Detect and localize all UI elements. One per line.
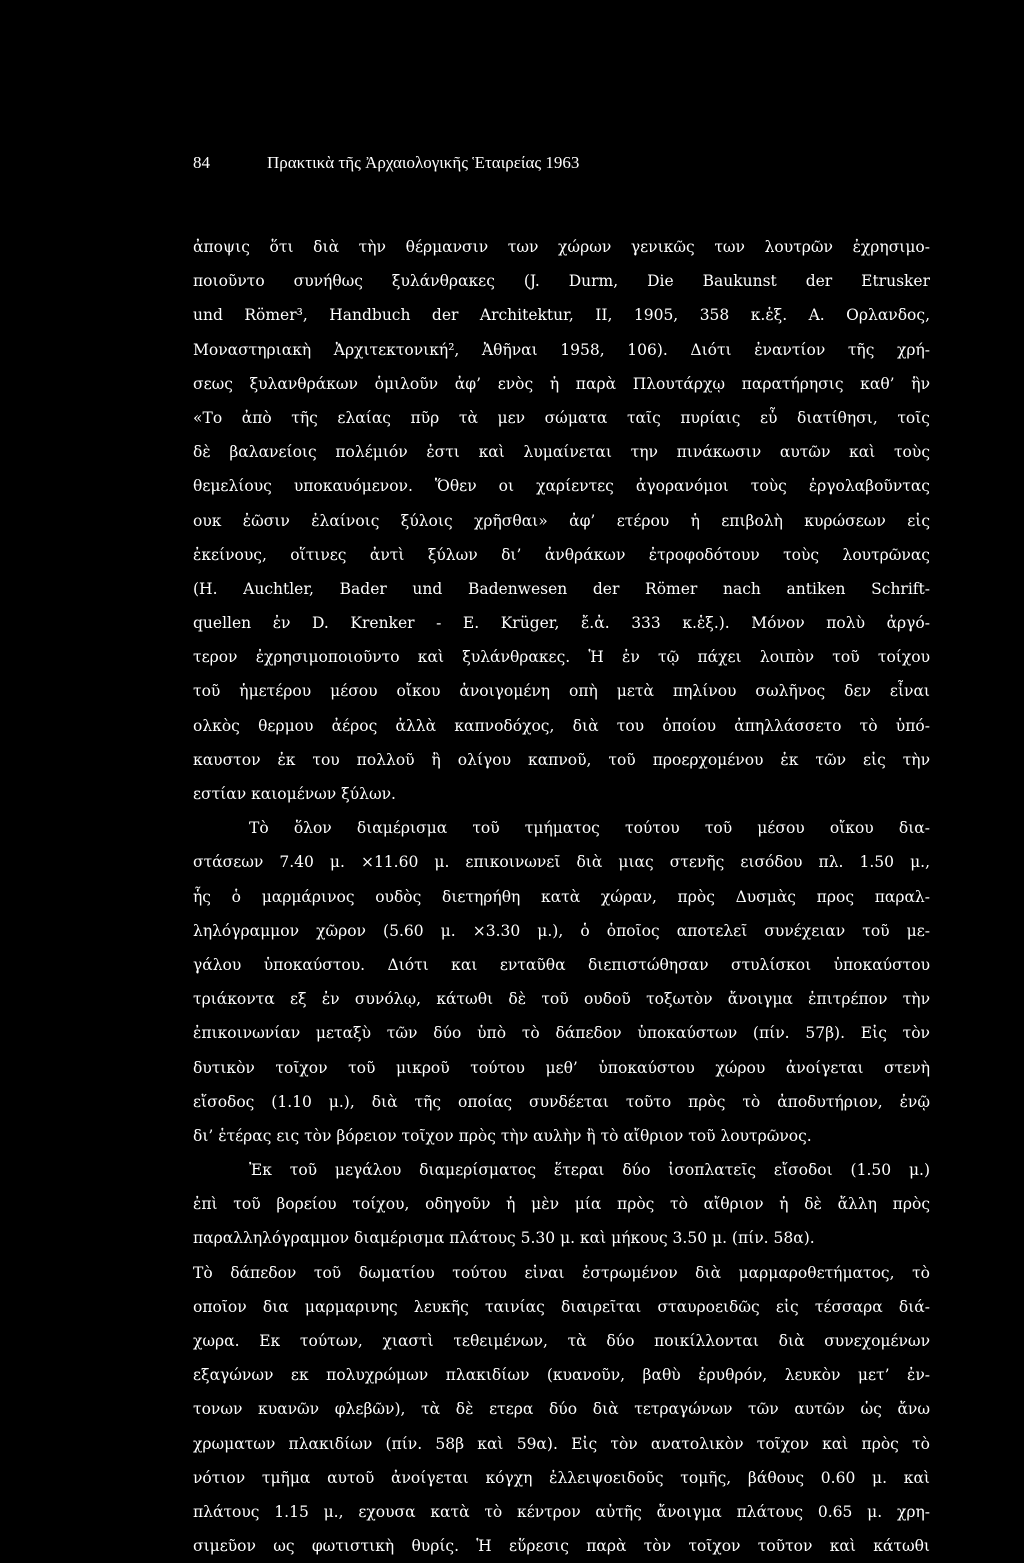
text-line: νότιον τμῆμα αυτοῦ ἀνοίγεται κόγχη ἐλλειψοειδοῦς τομῆς, βάθους 0.60 μ. καὶ: [193, 1468, 930, 1487]
text-line: (H. Auchtler, Bader und Badenwesen der Römer nach antiken Schrift-: [193, 579, 930, 598]
text-line: ἧς ὁ μαρμάρινος ουδὸς διετηρήθη κατὰ χώραν, πρὸς Δυσμὰς προς παραλ-: [193, 887, 930, 906]
text-line: σεως ξυλανθράκων ὁμιλοῦν ἀφ’ ενὸς ἡ παρὰ Πλουτάρχῳ παρατήρησις καθ’ ἣν: [193, 374, 930, 393]
text-line: στάσεων 7.40 μ. ×11.60 μ. επικοινωνεῖ διὰ μιας στενῆς εισόδου πλ. 1.50 μ.,: [193, 853, 930, 872]
running-head: [193, 151, 953, 175]
text-line: «Το ἀπὸ τῆς ελαίας πῦρ τὰ μεν σώματα ταῖς πυρίαις εὖ διατίθησι, τοῖς: [193, 408, 930, 427]
text-line: τοῦ ἡμετέρου μέσου οἴκου ἀνοιγομένη οπὴ μετὰ πηλίνου σωλῆνος δεν εἶναι: [193, 682, 930, 701]
text-line: ληλόγραμμον χῶρον (5.60 μ. ×3.30 μ.), ὁ ὁποῖος αποτελεῖ συνέχειαν τοῦ με-: [193, 921, 930, 940]
text-line: γάλου ὑποκαύστου. Διότι και ενταῦθα διεπιστώθησαν στυλίσκοι ὑποκαύστου: [193, 955, 930, 974]
body-text: [193, 230, 930, 1563]
text-line: χρωματων πλακιδίων (πίν. 58β καὶ 59α). Εἰς τὸν ανατολικὸν τοῖχον καὶ πρὸς τὸ: [193, 1434, 930, 1453]
text-line: ολκὸς θερμου ἀέρος ἀλλὰ καπνοδόχος, διὰ του ὁποίου ἀπηλλάσσετο τὸ ὑπό-: [193, 716, 930, 735]
text-line: und Römer³, Handbuch der Architektur, II, 1905, 358 κ.ἑξ. Α. Ορλανδος,: [193, 306, 930, 325]
text-line: Ἐκ τοῦ μεγάλου διαμερίσματος ἕτεραι δύο ἰσοπλατεῖς εἴσοδοι (1.50 μ.): [249, 1161, 930, 1180]
text-line: Τὸ ὅλον διαμέρισμα τοῦ τμήματος τούτου τοῦ μέσου οἴκου δια-: [249, 819, 930, 838]
text-line: δυτικὸν τοῖχον τοῦ μικροῦ τούτου μεθ’ ὑποκαύστου χώρου ἀνοίγεται στενὴ: [193, 1058, 930, 1077]
text-line: quellen ἐν D. Krenker - E. Krüger, ἔ.ἀ. 333 κ.ἑξ.). Μόνον πολὺ ἀργό-: [193, 614, 930, 633]
text-line: ἀποψις ὅτι διὰ τὴν θέρμανσιν των χώρων γενικῶς των λουτρῶν ἐχρησιμο-: [193, 238, 930, 256]
page-number: 84: [193, 153, 210, 172]
journal-title: Πρακτικὰ τῆς Ἀρχαιολογικῆς Ἑταιρείας 1963: [267, 153, 580, 172]
text-line: εξαγώνων εκ πολυχρώμων πλακιδίων (κυανοῦν, βαθὺ ἐρυθρόν, λευκὸν μετ’ ἐν-: [193, 1366, 930, 1385]
text-line: Μοναστηριακὴ Ἀρχιτεκτονική², Ἀθῆναι 1958, 106). Διότι ἐναντίον τῆς χρή-: [193, 340, 930, 359]
text-line: χωρα. Εκ τούτων, χιαστὶ τεθειμένων, τὰ δύο ποικίλλονται διὰ συνεχομένων: [193, 1332, 930, 1350]
text-line: Τὸ δάπεδον τοῦ δωματίου τούτου εἰναι ἐστρωμένον διὰ μαρμαροθετήματος, τὸ: [193, 1263, 930, 1282]
text-line: θεμελίους υποκαυόμενον. Ὅθεν οι χαρίεντες ἀγορανόμοι τοὺς ἐργολαβοῦντας: [193, 477, 930, 496]
text-line: καυστον ἐκ του πολλοῦ ἢ ολίγου καπνοῦ, τοῦ προερχομένου ἐκ τῶν εἰς τὴν: [193, 750, 930, 769]
text-line: σιμεῦον ως φωτιστικὴ θυρίς. Ἡ εὕρεσις παρὰ τὸν τοῖχον τοῦτον καὶ κάτωθι: [193, 1537, 930, 1556]
text-line: δὲ βαλανείοις πολέμιόν ἐστι καὶ λυμαίνεται την πινάκωσιν αυτῶν καὶ τοὺς: [193, 443, 930, 462]
text-line: τερον ἐχρησιμοποιοῦντο καὶ ξυλάνθρακες. Ἡ ἐν τῷ πάχει λοιπὸν τοῦ τοίχου: [193, 648, 930, 667]
text-line: τονων κυανῶν φλεβῶν), τὰ δὲ ετερα δύο διὰ τετραγώνων τῶν αυτῶν ὡς ἄνω: [193, 1400, 930, 1419]
text-line: εἴσοδος (1.10 μ.), διὰ τῆς οποίας συνδέεται τοῦτο πρὸς τὸ ἀποδυτήριον, ἐνῷ: [193, 1092, 930, 1111]
text-line: οποῖον δια μαρμαρινης λευκῆς ταινίας διαιρεῖται σταυροειδῶς εἰς τέσσαρα διά-: [193, 1297, 930, 1316]
text-line: ουκ ἐῶσιν ἐλαίνοις ξύλοις χρῆσθαι» ἀφ’ ετέρου ἡ επιβολὴ κυρώσεων εἰς: [193, 511, 930, 530]
text-line: ἐπικοινωνίαν μεταξὺ τῶν δύο ὑπὸ τὸ δάπεδον ὑποκαύστων (πίν. 57β). Εἰς τὸν: [193, 1024, 930, 1043]
text-line: ἐκείνους, οἵτινες ἀντὶ ξύλων δι’ ἀνθράκων ἐτροφοδότουν τοὺς λουτρῶνας: [193, 545, 930, 564]
text-line: ἐπὶ τοῦ βορείου τοίχου, οδηγοῦν ἡ μὲν μία πρὸς τὸ αἴθριον ἡ δὲ ἄλλη πρὸς: [193, 1195, 930, 1214]
text-line: δι’ ἑτέρας εις τὸν βόρειον τοῖχον πρὸς τὴν αυλὴν ἢ τὸ αἴθριον τοῦ λουτρῶνος.: [193, 1126, 812, 1145]
text-line: πλάτους 1.15 μ., εχουσα κατὰ τὸ κέντρον αὐτῆς ἄνοιγμα πλάτους 0.65 μ. χρη-: [193, 1502, 930, 1521]
text-line: παραλληλόγραμμον διαμέρισμα πλάτους 5.30 μ. καὶ μήκους 3.50 μ. (πίν. 58α).: [193, 1229, 815, 1248]
text-line: ποιοῦντο συνήθως ξυλάνθρακες (J. Durm, Die Baukunst der Etrusker: [193, 272, 930, 291]
text-line: τριάκοντα εξ ἐν συνόλῳ, κάτωθι δὲ τοῦ ουδοῦ τοξωτὸν ἄνοιγμα ἐπιτρέπον τὴν: [193, 990, 930, 1009]
text-line: εστίαν καιομένων ξύλων.: [193, 785, 396, 803]
